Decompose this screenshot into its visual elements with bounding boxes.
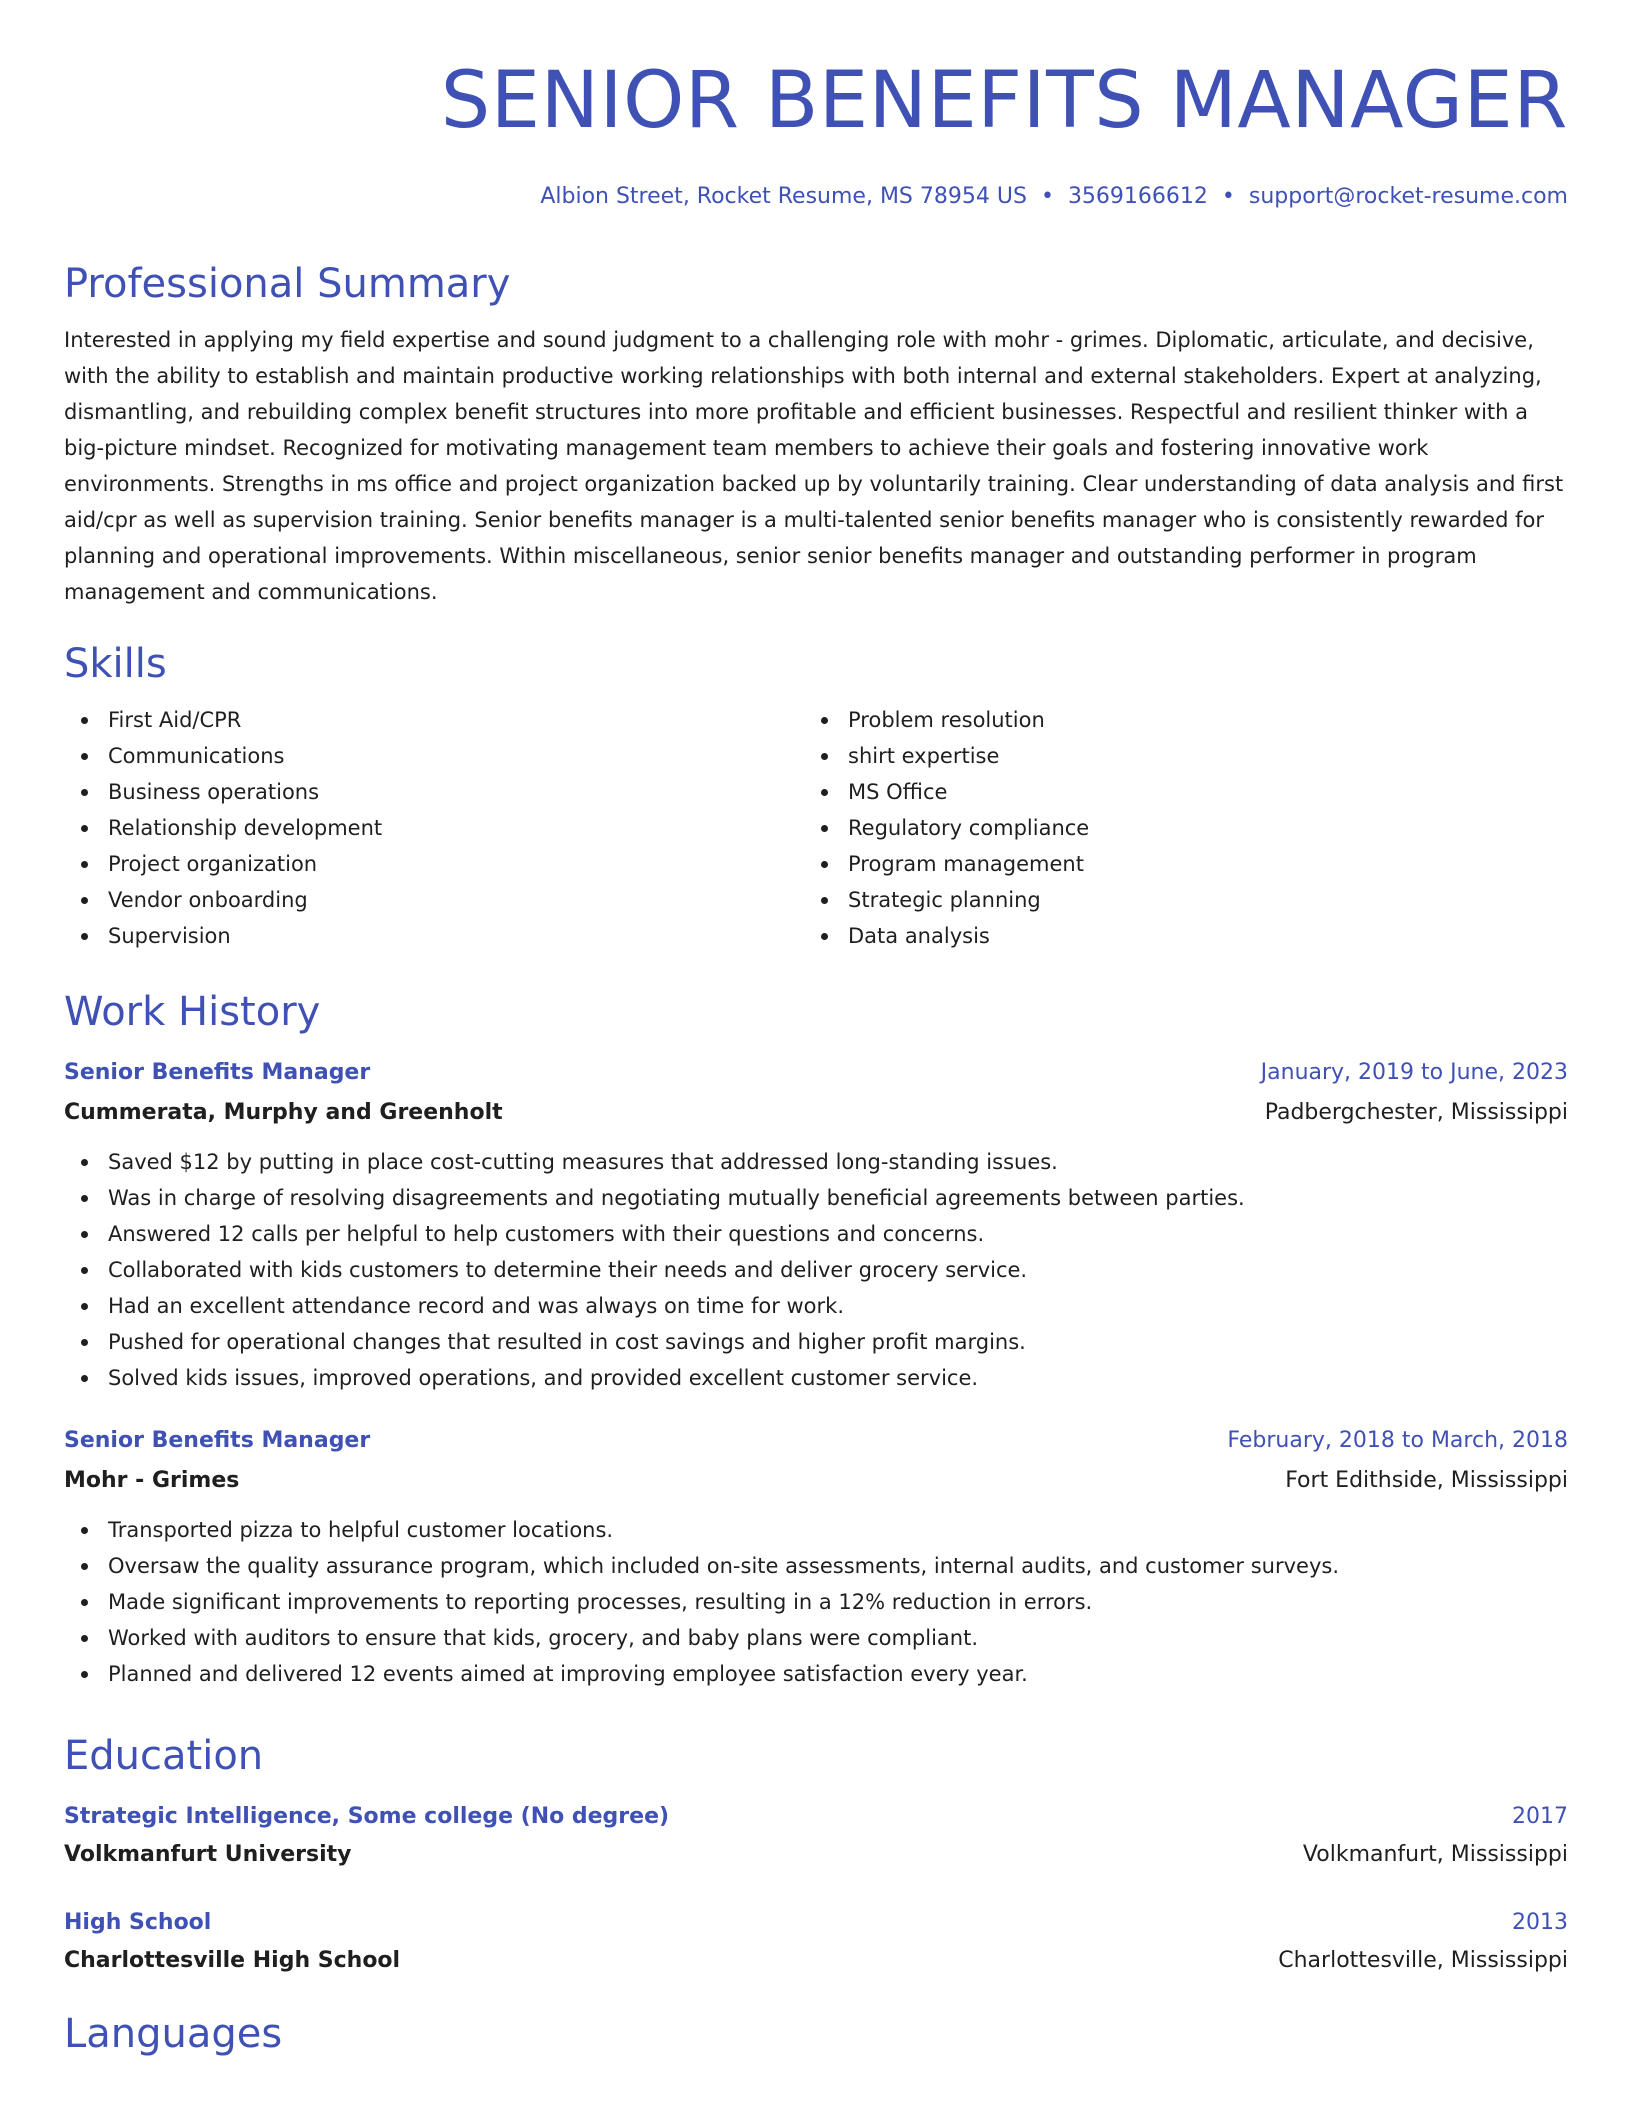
job-title-row	[64, 1058, 1568, 1088]
job-company: Cummerata, Murphy and Greenholt	[64, 1100, 503, 1125]
education-school-row	[64, 1946, 1568, 1976]
job-dates: January, 2019 to June, 2023	[1260, 1060, 1568, 1085]
contact-address: Albion Street, Rocket Resume, MS 78954 US	[540, 184, 1027, 209]
summary-text: Interested in applying my field expertise and sound judgment to a challenging role with mohr - grimes. Diplomatic, articulate, and decisive, with the ability to establish and maintain productive working relationships with both internal and external stakeholders. Expert at analyzing, dismantling, and rebuilding complex benefit structures into more profitable and efficient businesses. Respectful and resilient thinker with a big-picture mindset. Recognized for motivating management team members to achieve their goals and fostering innovative work environments. Strengths in ms office and project organization backed up by voluntarily training. Clear understanding of data analysis and first aid/cpr as well as supervision training. Senior benefits manager is a multi-talented senior benefits manager who is consistently rewarded for planning and operational improvements. Within miscellaneous, senior senior benefits manager and outstanding performer in program management and communications.	[64, 328, 1564, 604]
education-entry	[64, 1908, 1568, 1976]
skill-item: Business operations	[64, 774, 804, 810]
education-degree: Strategic Intelligence, Some college (No degree)	[64, 1804, 670, 1829]
job-bullet: Oversaw the quality assurance program, which included on-site assessments, internal audits, and customer surveys.	[64, 1548, 1568, 1584]
job-company: Mohr - Grimes	[64, 1468, 240, 1493]
education-location: Charlottesville, Mississippi	[1278, 1948, 1568, 1973]
education-school: Charlottesville High School	[64, 1948, 401, 1973]
skill-item: MS Office	[804, 774, 1544, 810]
job-bullet: Answered 12 calls per helpful to help customers with their questions and concerns.	[64, 1216, 1568, 1252]
job-bullet: Pushed for operational changes that resulted in cost savings and higher profit margins.	[64, 1324, 1568, 1360]
resume-header	[64, 0, 1568, 212]
job-bullets	[64, 1512, 1568, 1692]
skill-item: Regulatory compliance	[804, 810, 1544, 846]
skills-list-right	[804, 702, 1544, 954]
job-entry	[64, 1426, 1568, 1692]
job-location: Fort Edithside, Mississippi	[1285, 1468, 1568, 1493]
skill-item: First Aid/CPR	[64, 702, 804, 738]
contact-line	[64, 182, 1568, 212]
contact-separator: •	[1040, 184, 1054, 209]
education-school-row	[64, 1840, 1568, 1870]
skill-item: Data analysis	[804, 918, 1544, 954]
job-bullet: Planned and delivered 12 events aimed at improving employee satisfaction every year.	[64, 1656, 1568, 1692]
skill-item: Supervision	[64, 918, 804, 954]
section-title-work-history: Work History	[64, 989, 321, 1035]
job-bullet: Saved $12 by putting in place cost-cutting measures that addressed long-standing issues.	[64, 1144, 1568, 1180]
contact-email[interactable]: support@rocket-resume.com	[1248, 184, 1568, 209]
job-bullet: Transported pizza to helpful customer locations.	[64, 1512, 1568, 1548]
section-title-skills: Skills	[64, 641, 167, 687]
education-degree-row	[64, 1908, 1568, 1938]
education-entry	[64, 1802, 1568, 1870]
job-company-row	[64, 1098, 1568, 1128]
job-role: Senior Benefits Manager	[64, 1060, 371, 1085]
skills-section	[64, 640, 1568, 954]
skill-item: Strategic planning	[804, 882, 1544, 918]
summary-section	[64, 260, 1568, 610]
contact-separator: •	[1221, 184, 1235, 209]
skill-item: Relationship development	[64, 810, 804, 846]
skill-item: Communications	[64, 738, 804, 774]
skill-item: shirt expertise	[804, 738, 1544, 774]
job-company-row	[64, 1466, 1568, 1496]
languages-section	[64, 2010, 1568, 2058]
skills-list-left	[64, 702, 804, 954]
job-bullet: Collaborated with kids customers to determine their needs and deliver grocery service.	[64, 1252, 1568, 1288]
job-bullet: Worked with auditors to ensure that kids, grocery, and baby plans were compliant.	[64, 1620, 1568, 1656]
section-title-education: Education	[64, 1733, 264, 1779]
job-bullet: Was in charge of resolving disagreements and negotiating mutually beneficial agreements between parties.	[64, 1180, 1568, 1216]
skill-item: Vendor onboarding	[64, 882, 804, 918]
education-section	[64, 1732, 1568, 1976]
job-bullet: Had an excellent attendance record and was always on time for work.	[64, 1288, 1568, 1324]
candidate-name: SENIOR BENEFITS MANAGER	[440, 56, 1568, 146]
skill-item: Program management	[804, 846, 1544, 882]
job-title-row	[64, 1426, 1568, 1456]
contact-phone: 3569166612	[1067, 184, 1208, 209]
job-location: Padbergchester, Mississippi	[1264, 1100, 1568, 1125]
job-bullets	[64, 1144, 1568, 1396]
job-dates: February, 2018 to March, 2018	[1227, 1428, 1568, 1453]
job-role: Senior Benefits Manager	[64, 1428, 371, 1453]
skill-item: Project organization	[64, 846, 804, 882]
job-bullet: Made significant improvements to reporting processes, resulting in a 12% reduction in errors.	[64, 1584, 1568, 1620]
education-degree-row	[64, 1802, 1568, 1832]
skills-columns	[64, 702, 1568, 954]
section-title-languages: Languages	[64, 2011, 283, 2057]
education-year: 2013	[1512, 1910, 1568, 1935]
job-entry	[64, 1058, 1568, 1396]
education-degree: High School	[64, 1910, 212, 1935]
job-bullet: Solved kids issues, improved operations, and provided excellent customer service.	[64, 1360, 1568, 1396]
work-history-section	[64, 988, 1568, 1692]
section-title-summary: Professional Summary	[64, 261, 511, 307]
education-school: Volkmanfurt University	[64, 1842, 352, 1867]
education-year: 2017	[1512, 1804, 1568, 1829]
skill-item: Problem resolution	[804, 702, 1544, 738]
education-location: Volkmanfurt, Mississippi	[1302, 1842, 1568, 1867]
